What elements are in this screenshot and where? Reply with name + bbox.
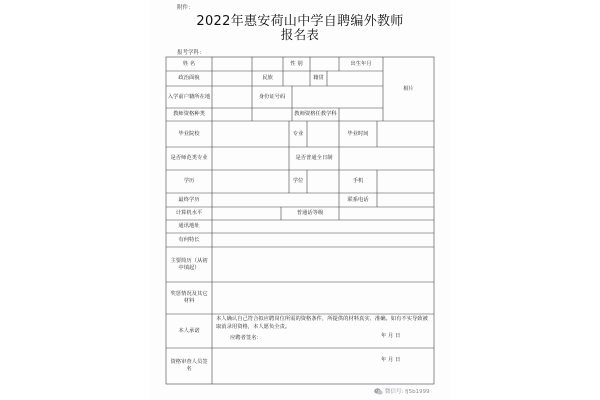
label-gender: 性 别 [290,60,303,67]
wechat-icon [374,388,383,395]
photo-box[interactable]: 相片 [403,85,414,92]
label-major: 专业 [292,130,304,137]
input-name[interactable] [212,57,252,71]
pledge-text: 本人确认自己符合拟应聘岗位所需的资格条件，所提供的材料真实、准确。如有不实导致被取消录用资格，本人愿负全责。 [216,316,428,331]
reviewer-date: 年 月 日 [381,357,401,363]
watermark-text: 微信号: fj5b1999 [385,389,430,395]
label-fulltime: 是否普通全日制 [295,155,333,162]
label-politics: 政治面貌 [178,75,200,82]
label-normal-major: 是否师范类专业 [170,155,208,162]
label-reviewer: 资格审查人员签名 [170,359,208,372]
label-hukou: 入学前户籍所在地 [167,93,211,100]
label-qualification-type: 教师资格种类 [173,111,205,118]
label-grad-time: 毕业时间 [347,130,369,137]
label-awards: 奖惩情况及其它材料 [170,291,208,304]
form-subtitle: 报名表 [280,27,320,42]
label-id-number: 身份证号码 [258,93,286,100]
applicant-sign-label: 应聘者签名： [230,335,262,341]
pledge-date: 年 月 日 [381,333,401,339]
label-resume: 主要简历（从初中填起） [170,257,208,271]
label-qualification-subject: 教师资格任教学科 [294,111,337,118]
label-ethnicity: 民族 [262,75,273,82]
label-mobile: 手机 [352,178,364,185]
label-skills: 有何特长 [178,236,200,243]
label-contact-phone: 联系电话 [347,196,369,203]
attachment-label: 附件： [177,5,194,11]
subject-label: 报考学科： [177,50,205,56]
label-pledge: 本人承诺 [178,327,200,334]
watermark [374,387,430,395]
label-education: 学历 [183,178,195,185]
label-degree: 学位 [292,178,304,185]
form-title: 2022年惠安荷山中学自聘编外教师 [196,14,404,29]
label-native: 籍贯 [313,75,324,82]
label-mandarin: 普通话等级 [296,210,324,217]
label-birth: 出生年月 [350,60,372,67]
label-name: 姓 名 [182,60,196,67]
label-computer: 计算机水平 [175,210,203,217]
label-highest-edu: 最终学历 [178,196,200,203]
label-school: 毕业院校 [178,130,200,137]
label-address: 通讯地址 [178,223,200,230]
registration-form-page [150,0,450,400]
